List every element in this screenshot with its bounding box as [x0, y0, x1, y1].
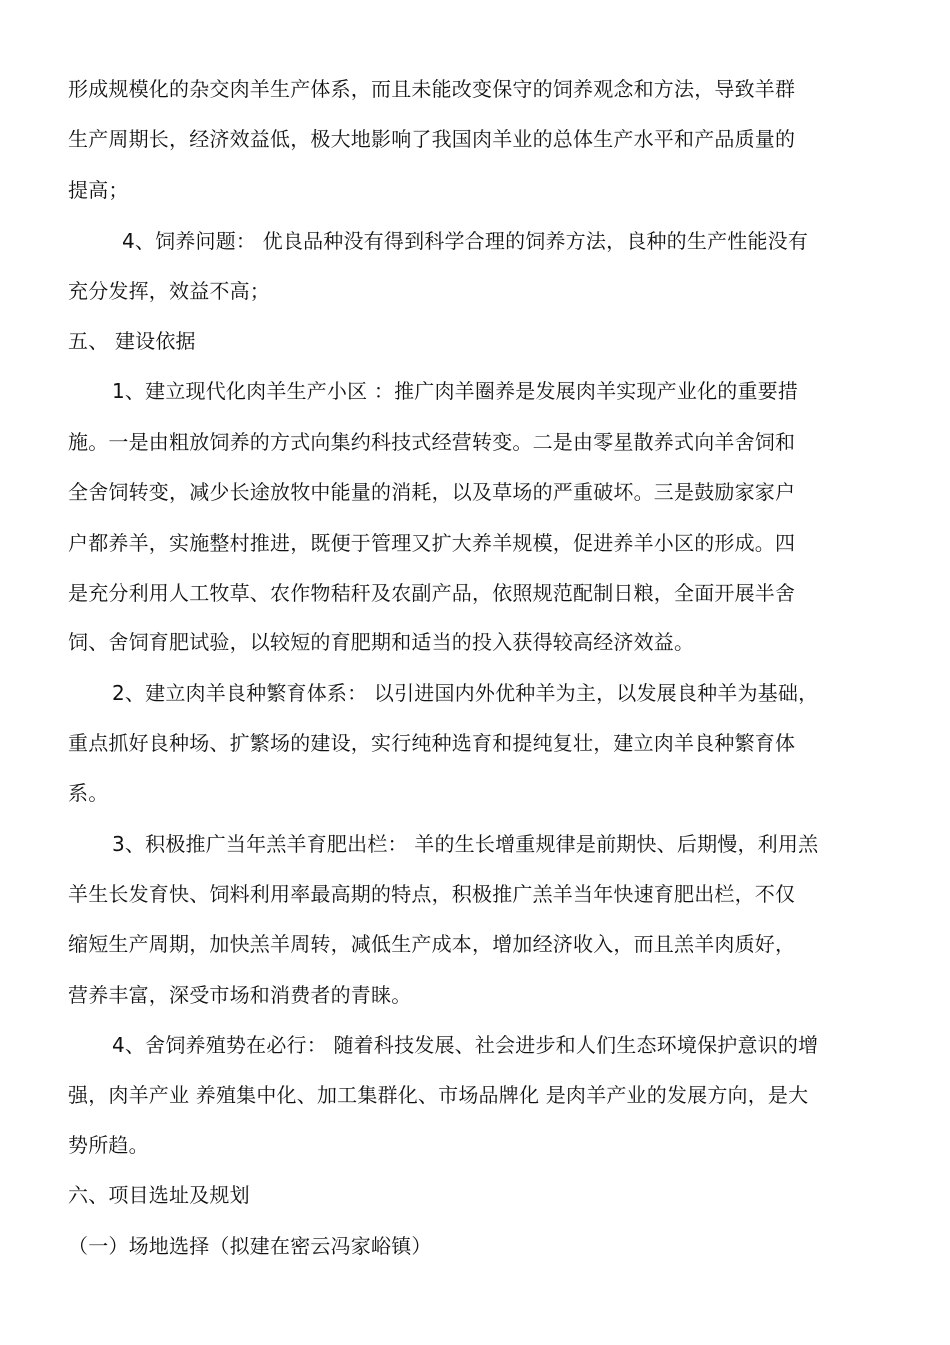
text-line: 势所趋。: [68, 1133, 149, 1157]
text-line: 3、积极推广当年羔羊育肥出栏： 羊的生长增重规律是前期快、后期慢，利用羔: [112, 832, 819, 856]
text-line: 充分发挥，效益不高；: [68, 279, 270, 303]
text-line: 全舍饲转变，减少长途放牧中能量的消耗，以及草场的严重破坏。三是鼓励家家户: [68, 480, 796, 504]
text-line: 提高；: [68, 178, 129, 202]
section-heading: 五、 建设依据: [68, 329, 196, 353]
text-line: 4、饲养问题： 优良品种没有得到科学合理的饲养方法，良种的生产性能没有: [122, 229, 809, 253]
text-line: 户都养羊，实施整村推进，既便于管理又扩大养羊规模，促进养羊小区的形成。四: [68, 531, 796, 555]
text-line: 饲、舍饲育肥试验，以较短的育肥期和适当的投入获得较高经济效益。: [68, 630, 695, 654]
text-line: 重点抓好良种场、扩繁场的建设，实行纯种选育和提纯复壮，建立肉羊良种繁育体: [68, 731, 796, 755]
text-line: 施。一是由粗放饲养的方式向集约科技式经营转变。二是由零星散养式向羊舍饲和: [68, 430, 796, 454]
text-line: 强，肉羊产业 养殖集中化、加工集群化、市场品牌化 是肉羊产业的发展方向，是大: [68, 1083, 809, 1107]
text-line: 系。: [68, 781, 109, 805]
text-line: 羊生长发育快、饲料利用率最高期的特点，积极推广羔羊当年快速育肥出栏，不仅: [68, 882, 796, 906]
text-line: 2、建立肉羊良种繁育体系： 以引进国内外优种羊为主，以发展良种羊为基础，: [112, 681, 819, 705]
text-line: 营养丰富，深受市场和消费者的青睐。: [68, 983, 412, 1007]
section-heading: 六、项目选址及规划: [68, 1183, 250, 1207]
text-line: 缩短生产周期，加快羔羊周转，减低生产成本，增加经济收入，而且羔羊肉质好，: [68, 932, 796, 956]
text-line: 是充分利用人工牧草、农作物秸秆及农副产品，依照规范配制日粮，全面开展半舍: [68, 581, 796, 605]
text-line: 形成规模化的杂交肉羊生产体系，而且未能改变保守的饲养观念和方法，导致羊群: [68, 77, 796, 101]
subsection-heading: （一）场地选择（拟建在密云冯家峪镇）: [68, 1234, 432, 1258]
text-line: 生产周期长，经济效益低，极大地影响了我国肉羊业的总体生产水平和产品质量的: [68, 127, 796, 151]
text-line: 1、建立现代化肉羊生产小区 ：推广肉羊圈养是发展肉羊实现产业化的重要措: [112, 379, 799, 403]
text-line: 4、舍饲养殖势在必行： 随着科技发展、社会进步和人们生态环境保护意识的增: [112, 1033, 819, 1057]
